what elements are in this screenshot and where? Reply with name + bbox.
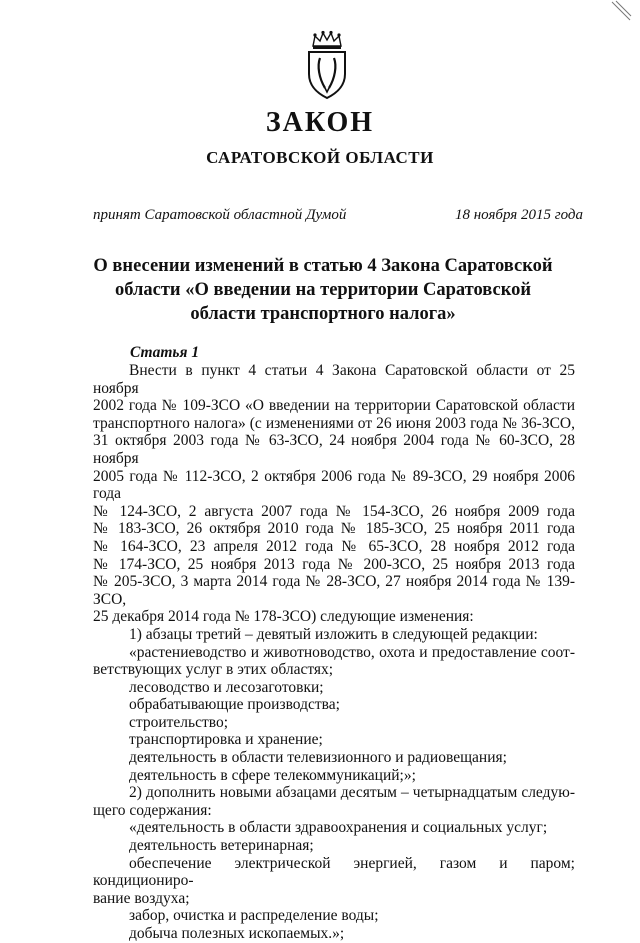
text-line: № 174-ЗСО, 25 ноября 2013 года № 200-ЗСО, 25 ноября 2013 года — [93, 555, 575, 573]
text-line: забор, очистка и распределение воды; — [129, 907, 379, 925]
text-line: лесоводство и лесозаготовки; — [129, 678, 324, 696]
article-body — [93, 362, 575, 943]
document-heading — [80, 254, 566, 326]
saratov-coat-of-arms-icon — [303, 30, 351, 100]
text-line: 31 октября 2003 года № 63-ЗСО, 24 ноября 2004 года № 60-ЗСО, 28 ноября — [93, 432, 575, 467]
text-line: № 205-ЗСО, 3 марта 2014 года № 28-ЗСО, 27 ноября 2014 года № 139-ЗСО, — [93, 573, 575, 608]
heading-line: области транспортного налога» — [190, 304, 456, 324]
text-line: 2) дополнить новыми абзацами десятым – четырнадцатым следую- — [129, 784, 575, 802]
text-line: вание воздуха; — [93, 889, 190, 907]
text-line: обеспечение электрической энергией, газом и паром; кондициониро- — [93, 854, 575, 890]
text-line: добыча полезных ископаемых.»; — [129, 925, 345, 942]
adopted-by: принят Саратовской областной Думой — [93, 207, 347, 223]
text-line: щего содержания: — [93, 801, 212, 819]
text-line: деятельность в области телевизионного и радиовещания; — [129, 749, 507, 767]
text-line: № 124-ЗСО, 2 августа 2007 года № 154-ЗСО, 26 ноября 2009 года — [93, 502, 575, 520]
text-line: строительство; — [129, 713, 229, 731]
text-line: обрабатывающие производства; — [129, 696, 340, 714]
article-label: Статья 1 — [130, 344, 200, 361]
text-line: деятельность в сфере телекоммуникаций;»; — [129, 766, 416, 784]
text-line: деятельность ветеринарная; — [129, 837, 314, 855]
heading-line: области «О введении на территории Саратовской — [114, 280, 532, 300]
text-line: 2002 года № 109-ЗСО «О введении на территории Саратовской области — [93, 397, 575, 415]
text-line: ветствующих услуг в этих областях; — [93, 661, 334, 679]
text-line: «деятельность в области здравоохранения и социальных услуг; — [129, 819, 548, 837]
text-line: 1) абзацы третий – девятый изложить в следующей редакции: — [129, 625, 538, 643]
corner-mark-icon — [610, 0, 632, 22]
region-title: САРАТОВСКОЙ ОБЛАСТИ — [206, 148, 434, 167]
text-line: Внести в пункт 4 статьи 4 Закона Саратовской области от 25 ноября — [93, 362, 575, 397]
text-line: «растениеводство и животноводство, охота и предоставление соот- — [129, 643, 575, 661]
heading-line: О внесении изменений в статью 4 Закона Саратовской — [93, 256, 553, 276]
adopted-date: 18 ноября 2015 года — [454, 207, 583, 223]
text-line: № 164-ЗСО, 23 апреля 2012 года № 65-ЗСО, 28 ноября 2012 года — [93, 537, 575, 555]
text-line: 25 декабря 2014 года № 178-ЗСО) следующие изменения: — [93, 608, 474, 626]
text-line: 2005 года № 112-ЗСО, 2 октября 2006 года № 89-ЗСО, 29 ноября 2006 года — [93, 467, 575, 503]
text-line: транспортного налога» (с изменениями от 26 июня 2003 года № 36-ЗСО, — [93, 414, 575, 432]
text-line: транспортировка и хранение; — [129, 731, 323, 749]
text-line: № 183-ЗСО, 26 октября 2010 года № 185-ЗСО, 25 ноября 2011 года — [93, 520, 575, 538]
law-title: ЗАКОН — [265, 107, 375, 138]
